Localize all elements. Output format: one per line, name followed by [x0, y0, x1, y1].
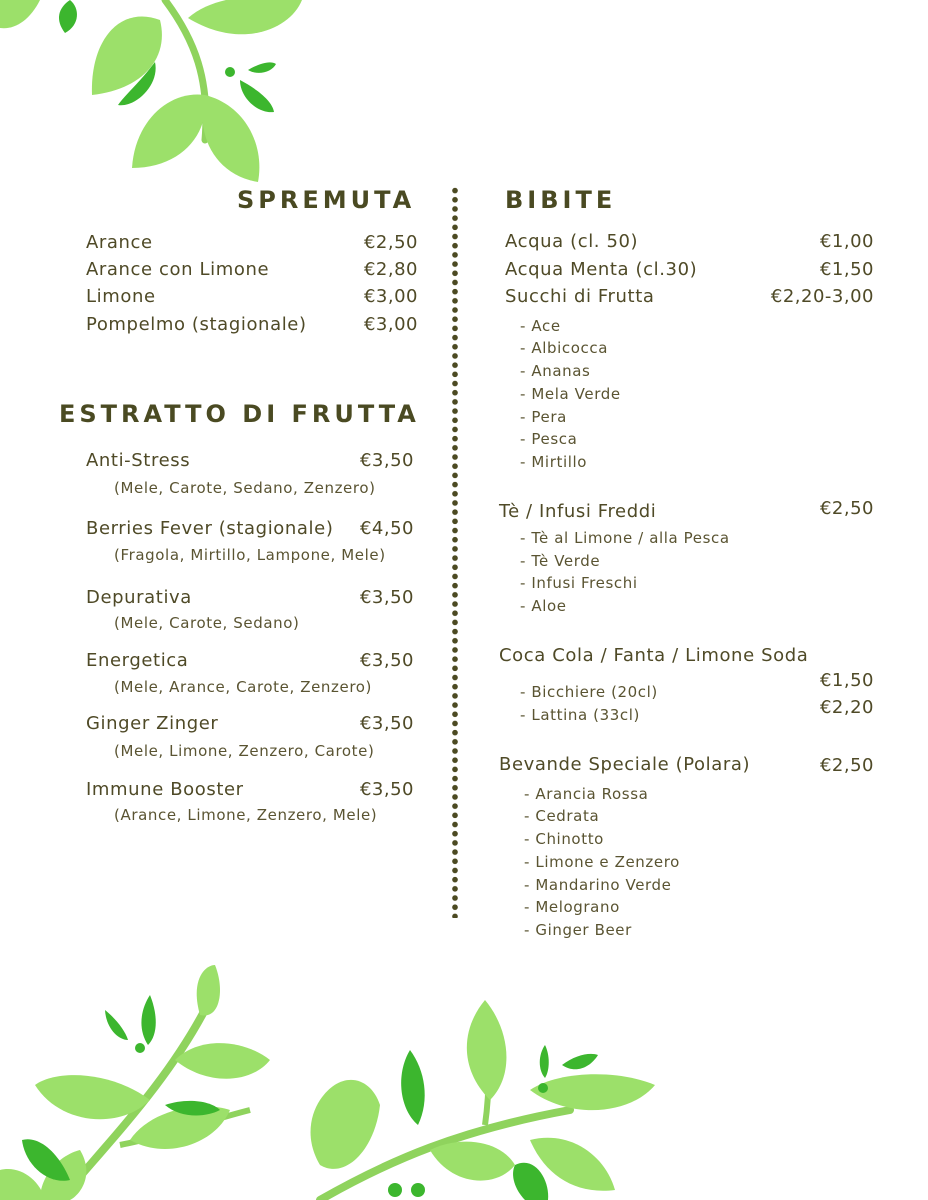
succhi-flavor: - Albicocca	[520, 339, 609, 357]
column-divider	[451, 186, 459, 918]
spremuta-item-name: Arance	[86, 232, 153, 253]
speciali-flavor: - Mandarino Verde	[524, 876, 672, 894]
speciali-flavor: - Limone e Zenzero	[524, 853, 680, 871]
estratto-item-name: Energetica	[86, 650, 189, 671]
estratto-item-price: €3,50	[359, 713, 414, 734]
estratto-item-ingredients: (Arance, Limone, Zenzero, Mele)	[114, 806, 378, 824]
speciali-flavor: - Chinotto	[524, 830, 604, 848]
soda-name: Coca Cola / Fanta / Limone Soda	[499, 645, 809, 666]
bottom-left-leaf-decoration-icon	[0, 960, 290, 1200]
estratto-item-ingredients: (Mele, Arance, Carote, Zenzero)	[114, 678, 372, 696]
te-infusi-variant: - Aloe	[520, 597, 567, 615]
estratto-item-price: €3,50	[359, 587, 414, 608]
spremuta-item-price: €2,80	[363, 259, 418, 280]
soda-size-price: €2,20	[819, 697, 874, 718]
estratto-item-price: €3,50	[359, 650, 414, 671]
spremuta-item-name: Pompelmo (stagionale)	[86, 314, 307, 335]
estratto-item-price: €3,50	[359, 450, 414, 471]
estratto-heading: ESTRATTO DI FRUTTA	[59, 400, 420, 428]
estratto-item-name: Anti-Stress	[86, 450, 191, 471]
estratto-item-ingredients: (Mele, Carote, Sedano)	[114, 614, 300, 632]
te-infusi-variant: - Infusi Freschi	[520, 574, 638, 592]
speciali-flavor: - Cedrata	[524, 807, 600, 825]
bottom-center-leaf-decoration-icon	[300, 990, 660, 1200]
top-leaf-decoration-icon	[0, 0, 310, 185]
estratto-item-name: Ginger Zinger	[86, 713, 219, 734]
spremuta-item-price: €2,50	[363, 232, 418, 253]
estratto-item-name: Berries Fever (stagionale)	[86, 518, 334, 539]
succhi-flavor: - Mirtillo	[520, 453, 588, 471]
speciali-price: €2,50	[819, 755, 874, 776]
estratto-item-name: Immune Booster	[86, 779, 244, 800]
spremuta-heading: SPREMUTA	[237, 186, 416, 214]
spremuta-item-name: Limone	[86, 286, 156, 307]
succhi-flavor: - Pesca	[520, 430, 578, 448]
succhi-flavor: - Ananas	[520, 362, 591, 380]
estratto-item-price: €3,50	[359, 779, 414, 800]
succhi-flavor: - Mela Verde	[520, 385, 621, 403]
bibite-item-price: €1,50	[819, 259, 874, 280]
soda-size: - Lattina (33cl)	[520, 706, 640, 724]
spremuta-item-price: €3,00	[363, 286, 418, 307]
speciali-flavor: - Arancia Rossa	[524, 785, 649, 803]
bibite-item-price: €2,20-3,00	[770, 286, 874, 307]
te-infusi-name: Tè / Infusi Freddi	[499, 501, 657, 522]
estratto-item-name: Depurativa	[86, 587, 192, 608]
speciali-flavor: - Ginger Beer	[524, 921, 632, 939]
bibite-item-name: Acqua Menta (cl.30)	[505, 259, 698, 280]
soda-size-price: €1,50	[819, 670, 874, 691]
te-infusi-price: €2,50	[819, 498, 874, 519]
spremuta-item-price: €3,00	[363, 314, 418, 335]
spremuta-item-name: Arance con Limone	[86, 259, 270, 280]
bibite-heading: BIBITE	[505, 186, 617, 214]
estratto-item-ingredients: (Fragola, Mirtillo, Lampone, Mele)	[114, 546, 386, 564]
succhi-flavor: - Pera	[520, 408, 567, 426]
bibite-item-name: Acqua (cl. 50)	[505, 231, 639, 252]
bibite-item-name: Succhi di Frutta	[505, 286, 655, 307]
soda-size: - Bicchiere (20cl)	[520, 683, 658, 701]
estratto-item-ingredients: (Mele, Limone, Zenzero, Carote)	[114, 742, 375, 760]
bibite-item-price: €1,00	[819, 231, 874, 252]
speciali-flavor: - Melograno	[524, 898, 620, 916]
estratto-item-ingredients: (Mele, Carote, Sedano, Zenzero)	[114, 479, 376, 497]
te-infusi-variant: - Tè al Limone / alla Pesca	[520, 529, 730, 547]
succhi-flavor: - Ace	[520, 317, 561, 335]
te-infusi-variant: - Tè Verde	[520, 552, 601, 570]
estratto-item-price: €4,50	[359, 518, 414, 539]
speciali-name: Bevande Speciale (Polara)	[499, 754, 751, 775]
